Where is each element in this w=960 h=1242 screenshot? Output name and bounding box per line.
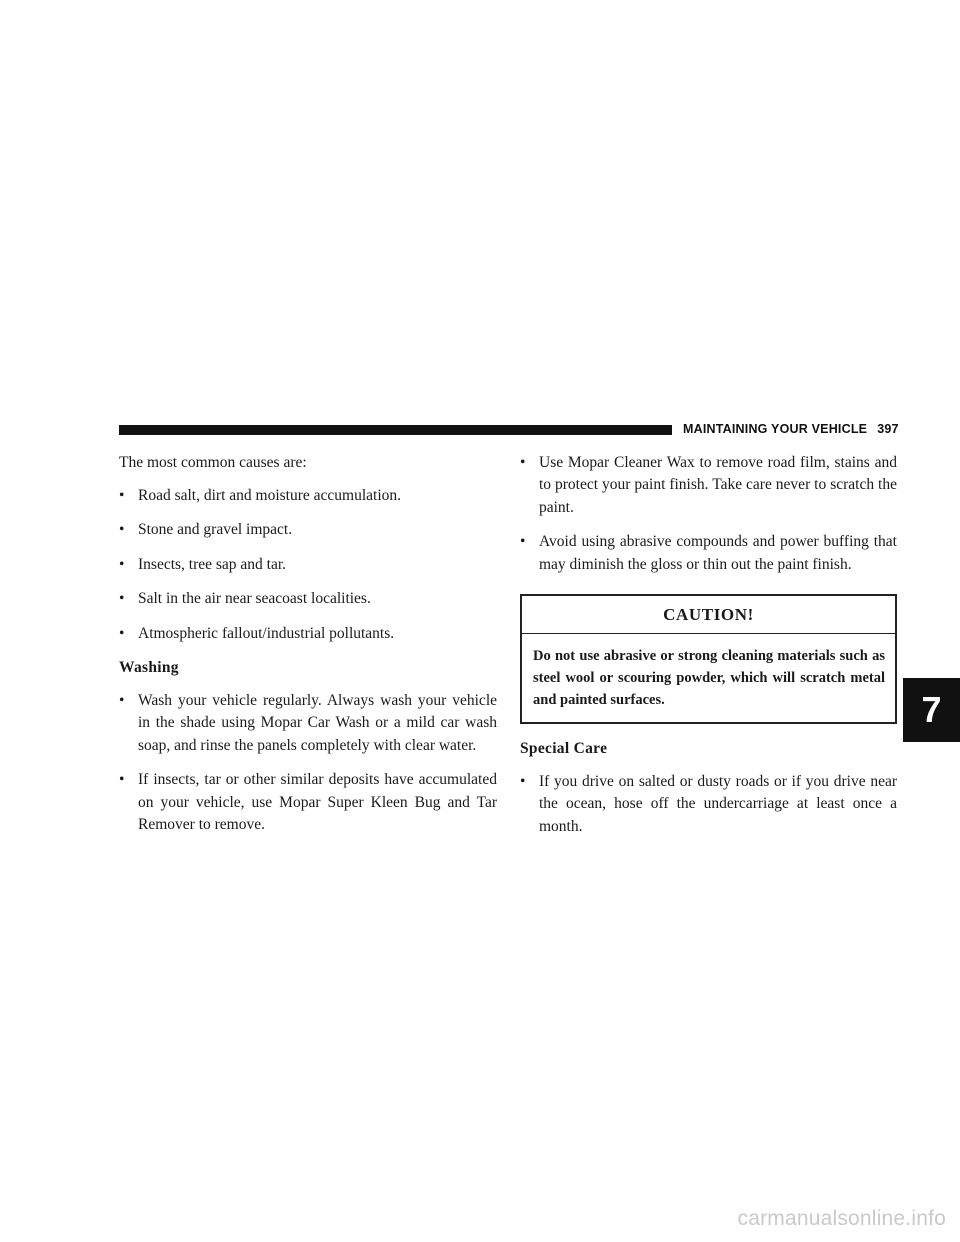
causes-intro: The most common causes are: — [119, 454, 307, 471]
list-item: • Salt in the air near seacoast localities. — [119, 588, 497, 610]
bullet-icon: • — [520, 533, 526, 551]
bullet-icon: • — [119, 487, 125, 504]
bullet-icon: • — [119, 692, 125, 710]
list-item: • If insects, tar or other similar deposits have accumulated on your vehicle, use Mopar Super Kleen Bug and Tar Remover to remove. — [119, 771, 497, 834]
bullet-icon: • — [520, 773, 526, 791]
header-section-title: MAINTAINING YOUR VEHICLE — [683, 422, 868, 436]
bullet-icon: • — [119, 771, 125, 789]
running-header — [683, 422, 898, 436]
list-item: • Use Mopar Cleaner Wax to remove road film, stains and to protect your paint finish. Take care never to scratch the paint. — [520, 454, 897, 516]
list-item: • Road salt, dirt and moisture accumulation. — [119, 485, 497, 507]
wax-list — [520, 452, 897, 576]
list-item: • Insects, tree sap and tar. — [119, 554, 497, 576]
header-rule — [119, 425, 672, 435]
causes-list — [119, 485, 497, 645]
page-number: 397 — [877, 422, 899, 436]
bullet-icon: • — [119, 590, 125, 608]
caution-box — [520, 594, 897, 724]
caution-title: CAUTION! — [522, 596, 895, 634]
special-care-heading: Special Care — [520, 740, 608, 758]
chapter-tab: 7 — [903, 678, 960, 742]
caution-text: Do not use abrasive or strong cleaning materials such as steel wool or scouring powder, which will scratch metal and painted surfaces. — [533, 648, 885, 709]
bullet-icon: • — [119, 624, 125, 642]
bullet-icon: • — [520, 454, 526, 471]
list-item: • If you drive on salted or dusty roads or if you drive near the ocean, hose off the undercarriage at least once a month. — [520, 773, 897, 835]
list-item: • Wash your vehicle regularly. Always wash your vehicle in the shade using Mopar Car Wash or a mild car wash soap, and rinse the panels completely with clear water. — [119, 692, 497, 754]
left-column — [119, 452, 497, 848]
list-item: • Stone and gravel impact. — [119, 519, 497, 541]
bullet-icon: • — [119, 555, 125, 573]
bullet-icon: • — [119, 521, 125, 539]
washing-list — [119, 690, 497, 836]
watermark-text: carmanualsonline.info — [737, 1207, 946, 1230]
list-item: • Atmospheric fallout/industrial pollutants. — [119, 623, 497, 645]
special-care-list — [520, 771, 897, 838]
list-item: • Avoid using abrasive compounds and power buffing that may diminish the gloss or thin out the paint finish. — [520, 533, 897, 573]
right-column — [520, 452, 897, 850]
washing-heading: Washing — [119, 659, 179, 677]
